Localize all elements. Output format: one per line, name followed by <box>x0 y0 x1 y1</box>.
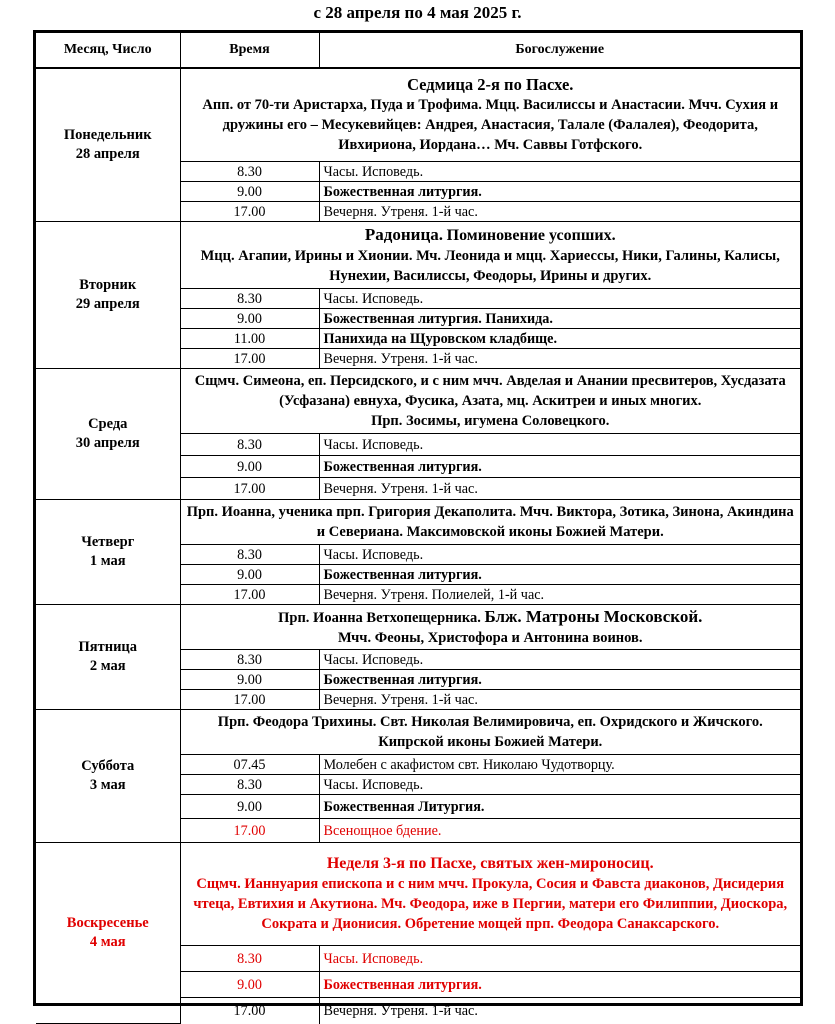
day-row-friday <box>36 605 800 650</box>
date: 28 апреля <box>75 146 140 162</box>
service-text: Часы. Исповедь. <box>319 775 800 795</box>
service-time: 8.30 <box>180 946 319 972</box>
service-text: Часы. Исповедь. <box>319 946 800 972</box>
day-cell-saturday <box>36 710 180 843</box>
service-text: Божественная литургия. <box>319 670 800 690</box>
service-text: Вечерня. Утреня. 1-й час. <box>319 349 800 369</box>
feast-text: Сщмч. Симеона, еп. Персидского, и с ним мчч. Авделая и Анании пресвитеров, Хусдазата (Усфазана) евнуха, Фусика, Азата, мц. Аскитреи и иных многих. <box>194 373 786 409</box>
service-text: Божественная литургия. <box>319 182 800 202</box>
feast-cell-tuesday <box>180 222 800 289</box>
day-cell-sunday <box>36 843 180 1024</box>
service-time: 17.00 <box>180 690 319 710</box>
service-text: Панихида на Щуровском кладбище. <box>319 329 800 349</box>
weekday: Суббота <box>81 758 135 774</box>
service-time: 8.30 <box>180 650 319 670</box>
service-text: Божественная Литургия. <box>319 795 800 819</box>
day-cell-thursday <box>36 500 180 605</box>
feast-heading: Блж. Матроны Московской. <box>484 606 703 626</box>
feast-heading: Неделя 3-я по Пасхе, святых жен-мироносиц. <box>326 855 654 872</box>
service-time: 17.00 <box>180 202 319 222</box>
service-time: 9.00 <box>180 565 319 585</box>
service-time: 07.45 <box>180 755 319 775</box>
header-day: Месяц, Число <box>36 33 180 68</box>
service-text: Часы. Исповедь. <box>319 434 800 456</box>
day-row-sunday <box>36 843 800 946</box>
service-text: Вечерня. Утреня. Полиелей, 1-й час. <box>319 585 800 605</box>
date: 1 мая <box>89 553 126 569</box>
page-title: с 28 апреля по 4 мая 2025 г. <box>313 3 522 22</box>
service-text: Божественная литургия. Панихида. <box>319 309 800 329</box>
header-row <box>36 33 800 68</box>
feast-text: Сщмч. Ианнуария епископа и с ним мчч. Прокула, Сосия и Фавста диаконов, Дисидерия чтеца, Евтихия и Акутиона. Мч. Феодора, иже в Пергии, матери его Филиппии, Диоскора, Сократа и Дионисия. Обретение мощей прп. Феодора Санаксарского. <box>193 876 788 932</box>
date: 2 мая <box>89 658 126 674</box>
day-row-thursday <box>36 500 800 545</box>
feast-text: Прп. Иоанна, ученика прп. Григория Декаполита. Мчч. Виктора, Зотика, Зинона, Акиндина и Севериана. Максимовской иконы Божией Матери. <box>186 504 794 540</box>
service-time: 8.30 <box>180 162 319 182</box>
day-cell-monday <box>36 68 180 222</box>
feast-cell-sunday <box>180 843 800 946</box>
feast-subheading: Поминовение усопших. <box>446 226 616 244</box>
day-row-tuesday <box>36 222 800 289</box>
date: 29 апреля <box>75 296 140 312</box>
service-text: Вечерня. Утреня. 1-й час. <box>319 202 800 222</box>
weekday: Понедельник <box>63 127 152 143</box>
weekday: Четверг <box>81 534 135 550</box>
service-time: 8.30 <box>180 775 319 795</box>
feast-cell-thursday <box>180 500 800 545</box>
service-time: 9.00 <box>180 670 319 690</box>
service-time: 9.00 <box>180 972 319 998</box>
service-time: 8.30 <box>180 434 319 456</box>
service-text: Божественная литургия. <box>319 565 800 585</box>
feast-text: Прп. Иоанна Ветхопещерника. <box>278 609 481 626</box>
day-cell-friday <box>36 605 180 710</box>
service-text: Божественная литургия. <box>319 972 800 998</box>
service-time: 9.00 <box>180 182 319 202</box>
day-row-wednesday <box>36 369 800 434</box>
service-time: 9.00 <box>180 456 319 478</box>
service-text: Часы. Исповедь. <box>319 650 800 670</box>
service-text: Часы. Исповедь. <box>319 545 800 565</box>
feast-heading: Седмица 2-я по Пасхе. <box>407 75 574 94</box>
date: 4 мая <box>89 934 126 950</box>
date: 3 мая <box>89 777 126 793</box>
header-time: Время <box>180 33 319 68</box>
date: 30 апреля <box>75 435 140 451</box>
service-time: 11.00 <box>180 329 319 349</box>
service-time: 17.00 <box>180 998 319 1024</box>
feast-cell-monday <box>180 68 800 162</box>
day-row-monday <box>36 68 800 162</box>
weekday: Вторник <box>79 277 137 293</box>
feast-cell-friday <box>180 605 800 650</box>
service-time: 9.00 <box>180 309 319 329</box>
service-time: 17.00 <box>180 585 319 605</box>
feast-text: Апп. от 70-ти Аристарха, Пуда и Трофима. Мцц. Василиссы и Анастасии. Мчч. Сухия и дружины его – Месукевийцев: Андрея, Анастасия, Талале (Фалалея), Феодорита, Ивхириона, Иордана… Мч. Саввы Готфского. <box>202 97 779 153</box>
service-time: 17.00 <box>180 349 319 369</box>
service-time: 8.30 <box>180 289 319 309</box>
day-row-saturday <box>36 710 800 755</box>
service-text: Часы. Исповедь. <box>319 289 800 309</box>
service-time: 9.00 <box>180 795 319 819</box>
feast-text: Мчч. Феоны, Христофора и Антонина воинов. <box>338 629 643 646</box>
service-text: Молебен с акафистом свт. Николаю Чудотворцу. <box>319 755 800 775</box>
service-text: Всенощное бдение. <box>319 819 800 843</box>
schedule-frame <box>33 30 803 1019</box>
schedule-table <box>36 33 800 1024</box>
day-cell-tuesday <box>36 222 180 369</box>
feast-text: Прп. Зосимы, игумена Соловецкого. <box>371 413 610 429</box>
day-cell-wednesday <box>36 369 180 500</box>
feast-text: Прп. Феодора Трихины. Свт. Николая Велимировича, еп. Охридского и Жичского. Кипрской иконы Божией Матери. <box>217 714 763 750</box>
feast-text: Мцц. Агапии, Ирины и Хионии. Мч. Леонида и мцц. Хариессы, Ники, Галины, Калисы, Нунехии, Василиссы, Феодоры, Ирины и других. <box>200 247 780 284</box>
service-text: Божественная литургия. <box>319 456 800 478</box>
weekday: Воскресенье <box>66 915 149 931</box>
feast-heading: Радоница. <box>364 224 444 244</box>
service-time: 17.00 <box>180 819 319 843</box>
service-text: Вечерня. Утреня. 1-й час. <box>319 478 800 500</box>
weekday: Среда <box>88 416 128 432</box>
service-time: 17.00 <box>180 478 319 500</box>
service-text: Вечерня. Утреня. 1-й час. <box>319 998 800 1024</box>
feast-cell-saturday <box>180 710 800 755</box>
service-time: 8.30 <box>180 545 319 565</box>
weekday: Пятница <box>78 639 138 655</box>
feast-cell-wednesday <box>180 369 800 434</box>
service-text: Часы. Исповедь. <box>319 162 800 182</box>
header-service: Богослужение <box>319 33 800 68</box>
service-text: Вечерня. Утреня. 1-й час. <box>319 690 800 710</box>
